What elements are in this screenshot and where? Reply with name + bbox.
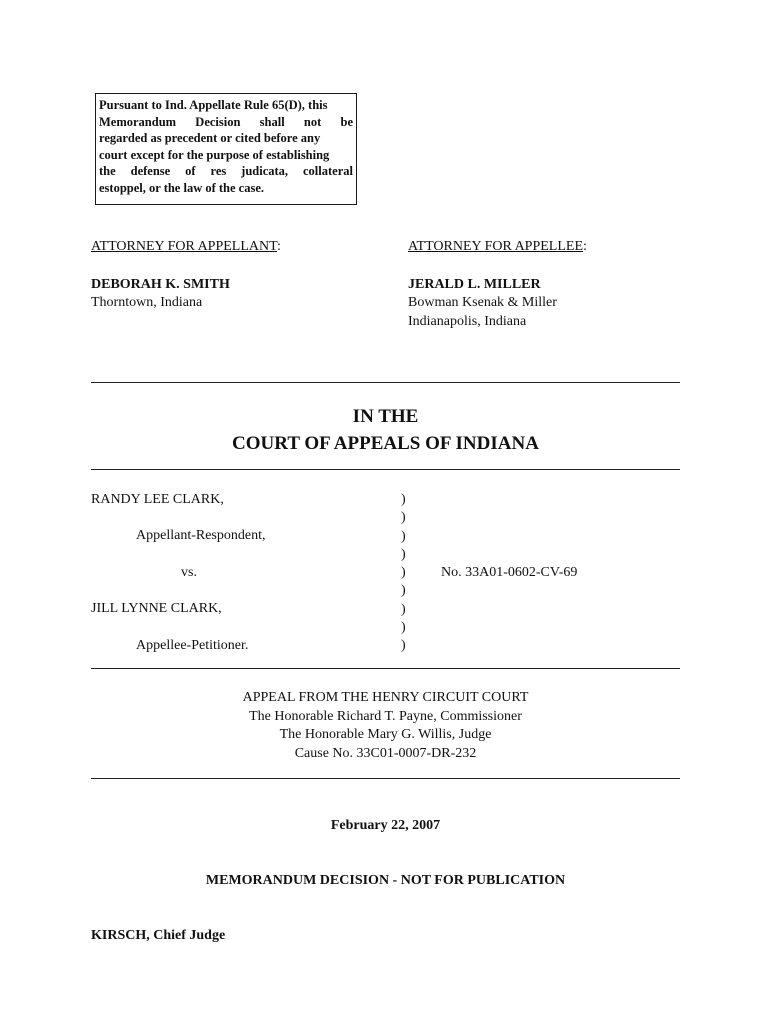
appellee-counsel-heading-text: ATTORNEY FOR APPELLEE xyxy=(408,239,584,254)
appellant-counsel-block xyxy=(91,238,391,313)
notice-line: estoppel, or the law of the case. xyxy=(99,180,265,195)
appellant-attorney-location: Thorntown, Indiana xyxy=(91,295,203,310)
appeal-origin-block xyxy=(91,689,680,763)
appeal-origin-court: APPEAL FROM THE HENRY CIRCUIT COURT xyxy=(242,690,529,705)
caption-paren: ) xyxy=(401,546,406,562)
appellant-party-role: Appellant-Respondent, xyxy=(136,528,266,543)
notice-line: court except for the purpose of establishing xyxy=(99,147,330,162)
caption-paren: ) xyxy=(401,620,406,636)
caption-paren: ) xyxy=(401,528,406,544)
court-title xyxy=(91,403,680,457)
appellee-party-name: JILL LYNNE CLARK, xyxy=(91,601,222,616)
appellee-counsel-block xyxy=(408,238,688,331)
appellant-attorney-name: DEBORAH K. SMITH xyxy=(91,276,230,292)
appellee-attorney-name: JERALD L. MILLER xyxy=(408,276,541,292)
divider-rule xyxy=(91,382,680,383)
appeal-judge: The Honorable Mary G. Willis, Judge xyxy=(279,727,492,742)
non-precedential-notice-box xyxy=(95,93,357,205)
decision-date: February 22, 2007 xyxy=(330,818,441,833)
notice-line: Pursuant to Ind. Appellate Rule 65(D), this xyxy=(99,98,328,112)
authoring-judge: KIRSCH, Chief Judge xyxy=(91,928,226,943)
case-number: No. 33A01-0602-CV-69 xyxy=(441,565,578,580)
decision-type: MEMORANDUM DECISION - NOT FOR PUBLICATION xyxy=(205,873,566,888)
appellant-party-name: RANDY LEE CLARK, xyxy=(91,492,224,507)
caption-paren-column xyxy=(401,491,406,656)
appellee-attorney-location: Indianapolis, Indiana xyxy=(408,313,527,329)
appellant-counsel-heading-text: ATTORNEY FOR APPELLANT xyxy=(91,239,277,254)
caption-paren: ) xyxy=(401,565,406,581)
caption-paren: ) xyxy=(401,638,406,654)
caption-paren: ) xyxy=(401,492,406,507)
divider-rule xyxy=(91,469,680,470)
caption-paren: ) xyxy=(401,583,406,599)
caption-paren: ) xyxy=(401,601,406,617)
appellee-counsel-heading-colon: : xyxy=(583,239,587,254)
notice-line: Memorandum Decision shall not be xyxy=(99,114,353,129)
notice-line: the defense of res judicata, collateral xyxy=(99,164,353,179)
caption-paren: ) xyxy=(401,510,406,526)
appellant-counsel-heading-colon: : xyxy=(277,239,281,254)
appeal-cause-number: Cause No. 33C01-0007-DR-232 xyxy=(294,745,477,761)
divider-rule xyxy=(91,778,680,779)
versus-label: vs. xyxy=(181,565,197,580)
appellee-counsel-heading xyxy=(408,238,688,257)
appellee-party-role: Appellee-Petitioner. xyxy=(136,638,249,653)
appellee-attorney-firm: Bowman Ksenak & Miller xyxy=(408,295,557,310)
court-title-line2: COURT OF APPEALS OF INDIANA xyxy=(232,433,539,454)
court-title-line1: IN THE xyxy=(352,406,419,427)
appellant-counsel-heading xyxy=(91,238,391,257)
divider-rule xyxy=(91,668,680,669)
notice-line: regarded as precedent or cited before any xyxy=(99,131,321,146)
appeal-commissioner: The Honorable Richard T. Payne, Commissioner xyxy=(249,708,522,724)
